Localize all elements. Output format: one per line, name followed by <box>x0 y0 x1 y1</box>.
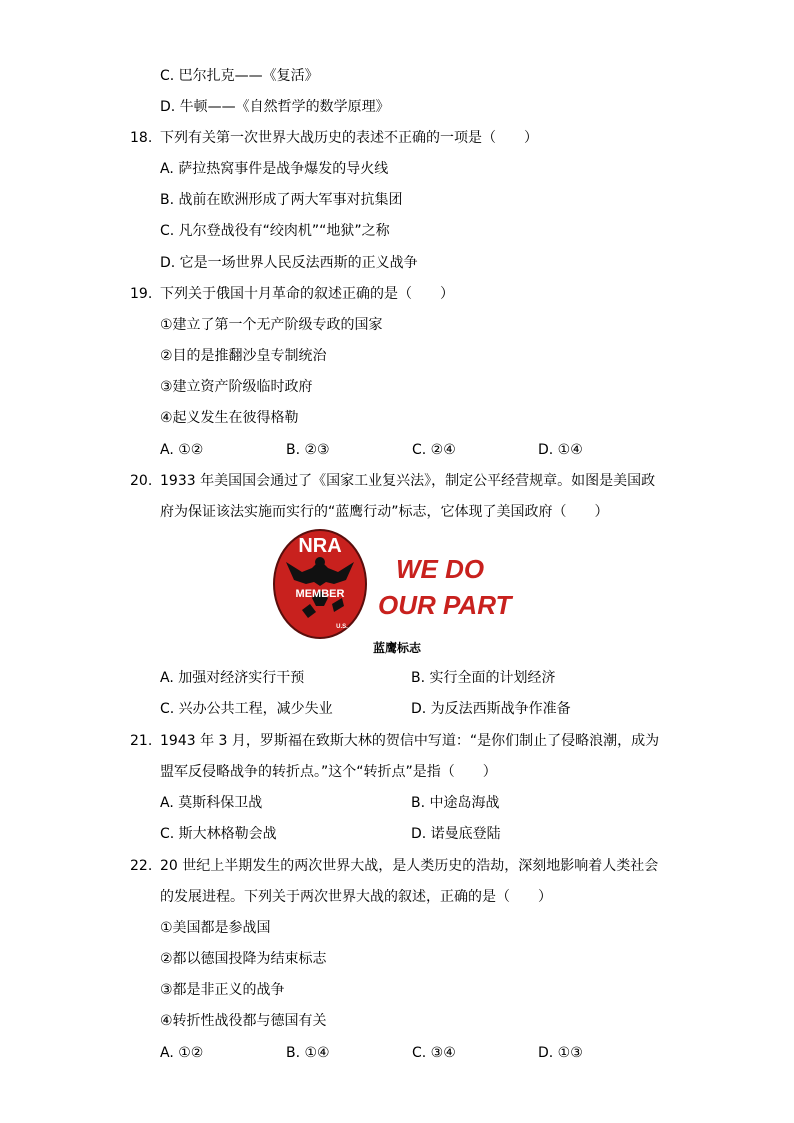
q18-option-a: A. 萨拉热窝事件是战争爆发的导火线 <box>160 161 389 177</box>
q22-stem-line-2: 的发展进程。下列关于两次世界大战的叙述，正确的是（ ） <box>160 889 552 905</box>
q18-option-b: B. 战前在欧洲形成了两大军事对抗集团 <box>160 192 403 208</box>
q21-option-d: D. 诺曼底登陆 <box>411 826 501 842</box>
q19-number: 19. <box>130 286 153 302</box>
q17-option-c: C. 巴尔扎克——《复活》 <box>160 68 319 84</box>
q21-option-a: A. 莫斯科保卫战 <box>160 795 263 811</box>
q19-item-1: ①建立了第一个无产阶级专政的国家 <box>160 317 383 333</box>
q21-option-b: B. 中途岛海战 <box>411 795 500 811</box>
q20-option-b: B. 实行全面的计划经济 <box>411 670 556 686</box>
nra-badge-us: U.S. <box>336 624 348 630</box>
q19-option-a: A. ①② <box>160 442 204 458</box>
q22-item-2: ②都以德国投降为结束标志 <box>160 951 327 967</box>
q18-option-d: D. 它是一场世界人民反法西斯的正义战争 <box>160 255 418 271</box>
q22-option-b: B. ①④ <box>286 1045 330 1061</box>
q22-option-c: C. ③④ <box>412 1045 456 1061</box>
q22-option-a: A. ①② <box>160 1045 204 1061</box>
nra-badge-title: NRA <box>298 535 342 557</box>
blue-eagle-poster <box>272 528 524 640</box>
slogan-line-2: OUR PART <box>378 590 512 620</box>
q22-item-1: ①美国都是参战国 <box>160 920 271 936</box>
q20-number: 20. <box>130 473 153 489</box>
q18-option-c: C. 凡尔登战役有“绞肉机”“地狱”之称 <box>160 223 390 239</box>
q19-item-2: ②目的是推翻沙皇专制统治 <box>160 348 327 364</box>
q21-stem-line-1: 1943 年 3 月，罗斯福在致斯大林的贺信中写道：“是你们制止了侵略浪潮，成为 <box>160 733 660 749</box>
q19-stem: 下列关于俄国十月革命的叙述正确的是（ ） <box>160 286 454 302</box>
q18-number: 18. <box>130 130 153 146</box>
q19-option-b: B. ②③ <box>286 442 330 458</box>
q19-item-3: ③建立资产阶级临时政府 <box>160 379 313 395</box>
q22-stem-line-1: 20 世纪上半期发生的两次世界大战，是人类历史的浩劫，深刻地影响着人类社会 <box>160 858 659 874</box>
q22-item-4: ④转折性战役都与德国有关 <box>160 1013 327 1029</box>
q19-option-c: C. ②④ <box>412 442 456 458</box>
q22-item-3: ③都是非正义的战争 <box>160 982 285 998</box>
q21-number: 21. <box>130 733 153 749</box>
q17-option-d: D. 牛顿——《自然哲学的数学原理》 <box>160 99 390 115</box>
q20-option-d: D. 为反法西斯战争作准备 <box>411 701 571 717</box>
q18-stem: 下列有关第一次世界大战历史的表述不正确的一项是（ ） <box>160 130 538 146</box>
q21-stem-line-2: 盟军反侵略战争的转折点。”这个“转折点”是指（ ） <box>160 764 497 780</box>
q20-stem-line-1: 1933 年美国国会通过了《国家工业复兴法》，制定公平经营规章。如图是美国政 <box>160 473 656 489</box>
q19-option-d: D. ①④ <box>538 442 583 458</box>
q21-option-c: C. 斯大林格勒会战 <box>160 826 277 842</box>
q20-option-c: C. 兴办公共工程，减少失业 <box>160 701 333 717</box>
poster-caption: 蓝鹰标志 <box>372 641 421 655</box>
q20-option-a: A. 加强对经济实行干预 <box>160 670 305 686</box>
q19-item-4: ④起义发生在彼得格勒 <box>160 410 299 426</box>
q22-option-d: D. ①③ <box>538 1045 583 1061</box>
nra-badge-member: MEMBER <box>295 588 345 600</box>
slogan-line-1: WE DO <box>396 554 485 584</box>
q22-number: 22. <box>130 858 153 874</box>
q20-stem-line-2: 府为保证该法实施而实行的“蓝鹰行动”标志，它体现了美国政府（ ） <box>160 504 609 520</box>
